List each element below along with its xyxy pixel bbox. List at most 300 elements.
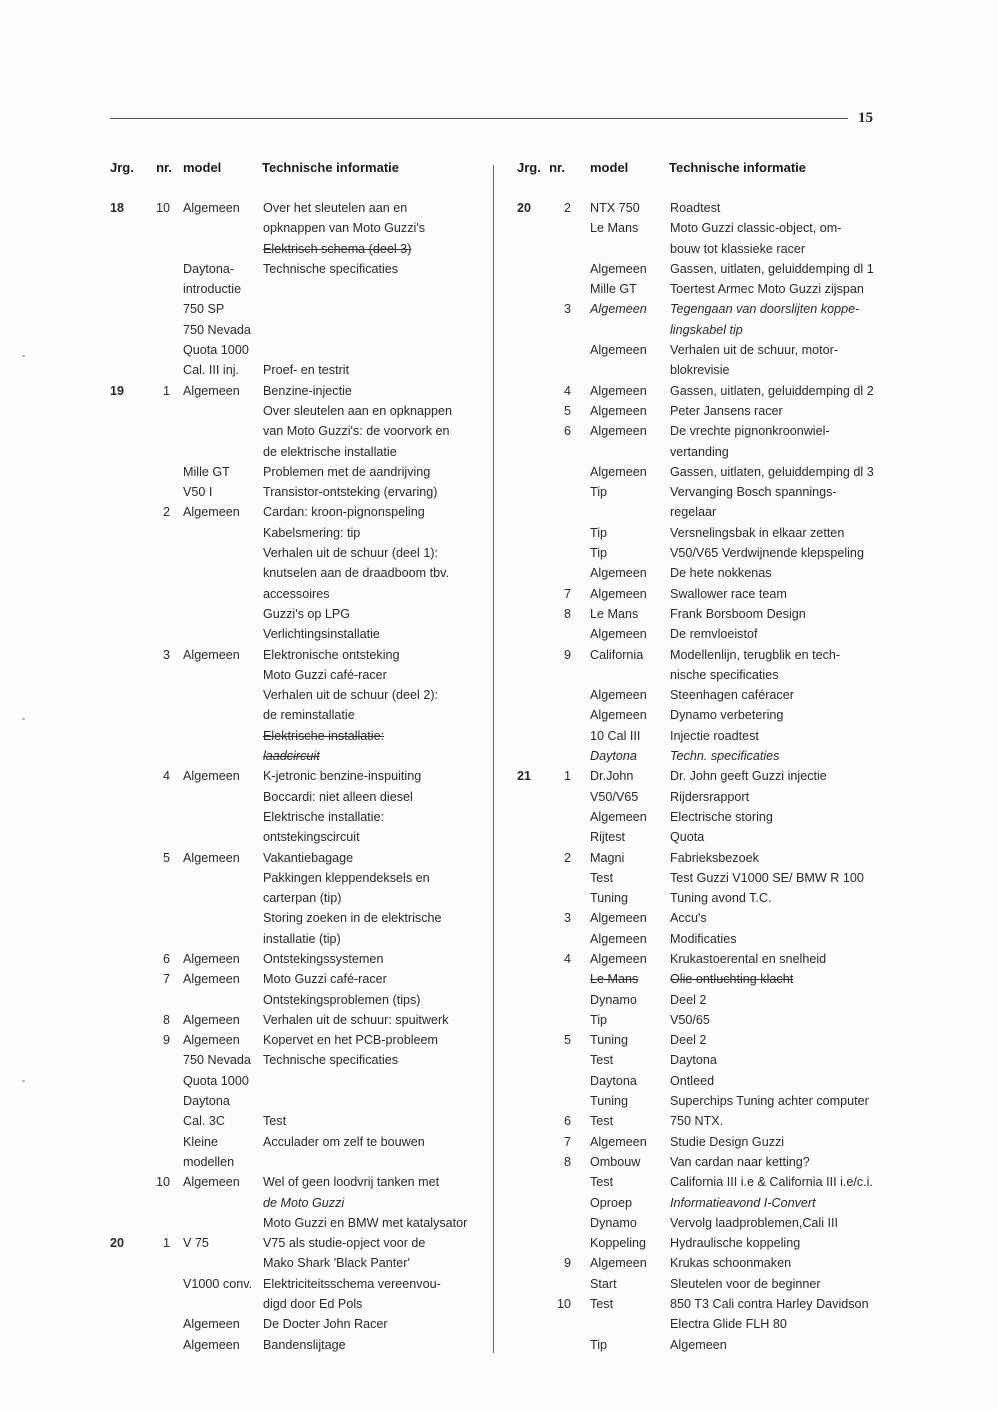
table-row — [517, 1132, 889, 1152]
header-jrg: Jrg. — [110, 160, 134, 175]
info-cell: Dr. John geeft Guzzi injectie — [670, 769, 827, 784]
info-cell: Technische specificaties — [263, 261, 399, 276]
table-row — [110, 969, 490, 989]
model-cell: Dynamo — [590, 1215, 637, 1230]
table-row — [110, 1172, 490, 1192]
header-rule — [110, 118, 848, 119]
model-cell: modellen — [183, 1154, 235, 1169]
info-cell: Algemeen — [670, 1337, 727, 1352]
table-row — [110, 908, 490, 928]
table-row — [517, 908, 889, 928]
info-cell: digd door Ed Pols — [263, 1297, 363, 1312]
info-cell: Ontstekingsproblemen (tips) — [263, 992, 421, 1007]
table-row — [517, 705, 889, 725]
table-row — [517, 259, 889, 279]
model-cell: Tip — [590, 1012, 608, 1027]
left-table-body — [110, 198, 490, 1355]
header-model: model — [183, 160, 222, 175]
info-cell: Elektrische installatie: — [263, 728, 385, 743]
model-cell: Algemeen — [590, 627, 647, 642]
info-cell: Mako Shark 'Black Panter' — [263, 1256, 410, 1271]
model-cell: NTX 750 — [590, 201, 640, 215]
model-cell: 10 Cal III — [590, 728, 641, 743]
table-row — [517, 198, 889, 218]
header-info: Technische informatie — [669, 160, 807, 175]
info-cell: Van cardan naar ketting? — [670, 1154, 810, 1169]
table-row — [517, 787, 889, 807]
info-cell: 750 NTX. — [670, 1114, 724, 1129]
table-row — [517, 604, 889, 624]
table-row — [517, 1071, 889, 1091]
table-row — [110, 421, 490, 441]
model-cell: 750 Nevada — [183, 1053, 251, 1068]
model-cell: 750 Nevada — [183, 322, 251, 337]
table-row — [110, 868, 490, 888]
model-cell: introductie — [183, 282, 242, 297]
model-cell: Algemeen — [590, 464, 647, 479]
info-cell: Injectie roadtest — [670, 728, 759, 743]
model-cell: V1000 conv. — [183, 1276, 253, 1291]
table-row — [517, 320, 889, 340]
info-cell: Cardan: kroon-pignonspeling — [263, 505, 425, 520]
model-cell: Le Mans — [590, 221, 639, 236]
info-cell: blokrevisie — [670, 363, 730, 378]
model-cell: Algemeen — [590, 931, 647, 946]
table-row — [517, 827, 889, 847]
table-row — [110, 1294, 490, 1314]
model-cell: Algemeen — [183, 383, 240, 398]
info-cell: laadcircuit — [263, 749, 320, 764]
page-number: 15 — [858, 110, 873, 126]
table-row — [517, 1172, 889, 1192]
info-cell: opknappen van Moto Guzzi's — [263, 221, 426, 236]
table-row — [110, 523, 490, 543]
table-row — [110, 259, 490, 279]
info-cell: Problemen met de aandrijving — [263, 464, 431, 479]
table-row — [517, 239, 889, 259]
info-cell: Roadtest — [670, 201, 721, 215]
model-cell: Algemeen — [590, 809, 647, 824]
model-cell: Tip — [590, 1337, 608, 1352]
info-cell: Technische specificaties — [263, 1053, 399, 1068]
table-row — [517, 1253, 889, 1273]
table-row — [517, 990, 889, 1010]
info-cell: K-jetronic benzine-inspuiting — [263, 769, 422, 784]
issue-number-cell: 4 — [162, 769, 170, 784]
issue-number-cell: 8 — [563, 1154, 571, 1169]
info-cell: Quota — [670, 830, 705, 845]
info-cell: Moto Guzzi classic-object, om- — [670, 221, 842, 236]
table-row — [517, 279, 889, 299]
table-row — [517, 1111, 889, 1131]
model-cell: Algemeen — [590, 911, 647, 926]
info-cell: Verhalen uit de schuur (deel 1): — [263, 546, 439, 561]
model-cell: Tuning — [590, 891, 629, 906]
model-cell: Algemeen — [183, 850, 240, 865]
model-cell: Start — [590, 1276, 617, 1291]
info-cell: de elektrische installatie — [263, 444, 397, 459]
info-cell: Daytona — [670, 1053, 717, 1068]
header-model: model — [590, 160, 629, 175]
table-row — [517, 1193, 889, 1213]
model-cell: Algemeen — [590, 566, 647, 581]
table-row — [517, 442, 889, 462]
model-cell: Rijtest — [590, 830, 625, 845]
info-cell: Boccardi: niet alleen diesel — [263, 789, 413, 804]
table-row — [517, 1010, 889, 1030]
table-row — [110, 1091, 490, 1111]
table-row — [517, 888, 889, 908]
table-row — [110, 239, 490, 259]
table-row — [517, 1030, 889, 1050]
table-row — [517, 340, 889, 360]
model-cell: Quota 1000 — [183, 1073, 249, 1088]
table-row — [110, 746, 490, 766]
table-row — [110, 645, 490, 665]
table-row — [110, 848, 490, 868]
model-cell: Ombouw — [590, 1154, 641, 1169]
table-row — [110, 1233, 490, 1253]
info-cell: De remvloeistof — [670, 627, 758, 642]
table-row — [110, 442, 490, 462]
table-row — [110, 1132, 490, 1152]
table-row — [517, 868, 889, 888]
info-cell: Krukastoerental en snelheid — [670, 951, 827, 966]
model-cell: Daytona — [183, 1094, 230, 1109]
issue-number-cell: 8 — [563, 606, 571, 621]
model-cell: Algemeen — [183, 972, 240, 987]
info-cell: Guzzi's op LPG — [263, 606, 351, 621]
table-row — [517, 726, 889, 746]
model-cell: Algemeen — [183, 951, 240, 966]
header-nr: nr. — [549, 160, 565, 175]
issue-number-cell: 7 — [563, 586, 571, 601]
info-cell: Wel of geen loodvrij tanken met — [263, 1175, 440, 1190]
table-row — [110, 1050, 490, 1070]
issue-number-cell: 7 — [162, 972, 170, 987]
info-cell: Kabelsmering: tip — [263, 525, 361, 540]
model-cell: Algemeen — [183, 1175, 240, 1190]
info-cell: Test — [263, 1114, 287, 1129]
info-cell: Frank Borsboom Design — [670, 606, 806, 621]
info-cell: installatie (tip) — [263, 931, 341, 946]
issue-number-cell: 5 — [162, 850, 170, 865]
info-cell: Fabrieksbezoek — [670, 850, 759, 865]
model-cell: Algemeen — [590, 343, 647, 358]
table-row — [110, 787, 490, 807]
model-cell: Algemeen — [183, 1012, 240, 1027]
info-cell: Over sleutelen aan en opknappen — [263, 403, 453, 418]
model-cell: Algemeen — [590, 261, 647, 276]
table-row — [110, 502, 490, 522]
issue-number-cell: 1 — [162, 1236, 170, 1251]
table-row — [110, 299, 490, 319]
scan-mark — [22, 1080, 25, 1082]
info-cell: Tuning avond T.C. — [670, 891, 772, 906]
info-cell: Verhalen uit de schuur (deel 2): — [263, 688, 439, 703]
model-cell: Tuning — [590, 1033, 629, 1048]
issue-number-cell: 3 — [563, 911, 571, 926]
model-cell: Koppeling — [590, 1236, 647, 1251]
info-cell: Superchips Tuning achter computer — [670, 1094, 869, 1109]
table-row — [517, 746, 889, 766]
model-cell: Algemeen — [183, 1317, 240, 1332]
info-cell: V50/V65 Verdwijnende klepspeling — [670, 546, 864, 561]
table-row — [517, 1091, 889, 1111]
model-cell: Kleine — [183, 1134, 219, 1149]
model-cell: V50/V65 — [590, 789, 639, 804]
info-cell: Pakkingen kleppendeksels en — [263, 870, 430, 885]
info-cell: accessoires — [263, 586, 330, 601]
info-cell: Moto Guzzi en BMW met katalysator — [263, 1215, 468, 1230]
model-cell: Test — [590, 1297, 614, 1312]
table-row — [517, 523, 889, 543]
table-row — [110, 1253, 490, 1273]
table-row — [110, 1111, 490, 1131]
info-cell: Techn. specificaties — [670, 749, 780, 764]
info-cell: Moto Guzzi café-racer — [263, 972, 387, 987]
model-cell: Daytona- — [183, 261, 235, 276]
table-row — [110, 218, 490, 238]
table-row — [110, 726, 490, 746]
info-cell: Over het sleutelen aan en — [263, 201, 408, 215]
table-row — [517, 1314, 889, 1334]
table-row — [517, 685, 889, 705]
info-cell: Accu's — [670, 911, 707, 926]
info-cell: Toertest Armec Moto Guzzi zijspan — [670, 282, 864, 297]
info-cell: Vervanging Bosch spannings- — [670, 485, 837, 500]
model-cell: Dr.John — [590, 769, 634, 784]
info-cell: Verhalen uit de schuur, motor- — [670, 343, 839, 358]
table-row — [110, 807, 490, 827]
issue-number-cell: 1 — [563, 769, 571, 784]
info-cell: Ontleed — [670, 1073, 715, 1088]
table-row — [517, 360, 889, 380]
model-cell: Le Mans — [590, 606, 639, 621]
table-row — [110, 1193, 490, 1213]
model-cell: Magni — [590, 850, 625, 865]
table-row — [110, 198, 490, 218]
table-row — [517, 1152, 889, 1172]
table-row — [517, 1233, 889, 1253]
info-cell: Deel 2 — [670, 992, 707, 1007]
info-cell: V50/65 — [670, 1012, 710, 1027]
model-cell: Tip — [590, 546, 608, 561]
info-cell: Verlichtingsinstallatie — [263, 627, 380, 642]
model-cell: Test — [590, 1175, 614, 1190]
table-row — [517, 929, 889, 949]
info-cell: Steenhagen caféracer — [670, 688, 794, 703]
model-cell: Test — [590, 1114, 614, 1129]
column-divider — [493, 165, 494, 1353]
issue-number-cell: 8 — [162, 1012, 170, 1027]
table-row — [517, 1213, 889, 1233]
info-cell: Acculader om zelf te bouwen — [263, 1134, 425, 1149]
issue-number-cell: 5 — [563, 403, 571, 418]
info-cell: carterpan (tip) — [263, 891, 342, 906]
model-cell: Algemeen — [183, 647, 240, 662]
table-row — [110, 584, 490, 604]
header-info: Technische informatie — [262, 160, 400, 175]
model-cell: Mille GT — [590, 282, 637, 297]
model-cell: Algemeen — [590, 586, 647, 601]
issue-number-cell: 10 — [155, 201, 170, 215]
table-row — [517, 401, 889, 421]
info-cell: Rijdersrapport — [670, 789, 750, 804]
scan-mark — [22, 355, 25, 357]
model-cell: Algemeen — [183, 769, 240, 784]
issue-number-cell: 6 — [563, 1114, 571, 1129]
table-row — [517, 665, 889, 685]
info-cell: de reminstallatie — [263, 708, 355, 723]
table-row — [110, 462, 490, 482]
table-row — [110, 1274, 490, 1294]
info-cell: Moto Guzzi café-racer — [263, 667, 387, 682]
info-cell: Gassen, uitlaten, geluiddemping dl 2 — [670, 383, 874, 398]
model-cell: California — [590, 647, 644, 662]
table-row — [110, 665, 490, 685]
info-cell: vertanding — [670, 444, 729, 459]
table-row — [110, 1314, 490, 1334]
model-cell: Tip — [590, 525, 608, 540]
table-row — [110, 604, 490, 624]
table-row — [517, 969, 889, 989]
info-cell: Elektrische installatie: — [263, 809, 385, 824]
info-cell: Modellenlijn, terugblik en tech- — [670, 647, 841, 662]
table-row — [517, 848, 889, 868]
table-row — [517, 1050, 889, 1070]
scan-mark — [22, 718, 25, 720]
info-cell: Modificaties — [670, 931, 737, 946]
info-cell: Studie Design Guzzi — [670, 1134, 785, 1149]
info-cell: Proef- en testrit — [263, 363, 350, 378]
info-cell: de Moto Guzzi — [263, 1195, 345, 1210]
model-cell: Algemeen — [183, 201, 240, 215]
info-cell: Gassen, uitlaten, geluiddemping dl 1 — [670, 261, 874, 276]
model-cell: Algemeen — [590, 383, 647, 398]
left-header-row — [110, 160, 490, 198]
issue-number-cell: 1 — [162, 383, 170, 398]
info-cell: Dynamo verbetering — [670, 708, 784, 723]
info-cell: 850 T3 Cali contra Harley Davidson — [670, 1297, 869, 1312]
issue-number-cell: 5 — [563, 1033, 571, 1048]
table-row — [517, 299, 889, 319]
info-cell: lingskabel tip — [670, 322, 743, 337]
table-row — [517, 502, 889, 522]
table-row — [517, 1294, 889, 1314]
table-row — [517, 543, 889, 563]
issue-number-cell: 9 — [563, 647, 571, 662]
model-cell: V 75 — [183, 1236, 209, 1251]
model-cell: Oproep — [590, 1195, 633, 1210]
model-cell: Cal. III inj. — [183, 363, 239, 378]
year-cell: 19 — [110, 383, 125, 398]
model-cell: Algemeen — [590, 688, 647, 703]
info-cell: ontstekingscircuit — [263, 830, 360, 845]
model-cell: Algemeen — [183, 505, 240, 520]
model-cell: Algemeen — [183, 1033, 240, 1048]
issue-number-cell: 9 — [162, 1033, 170, 1048]
issue-number-cell: 2 — [563, 850, 571, 865]
model-cell: Algemeen — [183, 1337, 240, 1352]
issue-number-cell: 6 — [162, 951, 170, 966]
info-cell: Electra Glide FLH 80 — [670, 1317, 787, 1332]
info-cell: Krukas schoonmaken — [670, 1256, 792, 1271]
issue-number-cell: 2 — [563, 201, 571, 215]
model-cell: Algemeen — [590, 951, 647, 966]
info-cell: Elektrisch schema (deel 3) — [263, 241, 412, 256]
table-row — [517, 421, 889, 441]
info-cell: bouw tot klassieke racer — [670, 241, 806, 256]
table-row — [110, 1030, 490, 1050]
info-cell: De vrechte pignonkroonwiel- — [670, 424, 830, 439]
info-cell: Olie ontluchting klacht — [670, 972, 794, 987]
table-row — [517, 563, 889, 583]
model-cell: 750 SP — [183, 302, 225, 317]
model-cell: Dynamo — [590, 992, 637, 1007]
table-row — [110, 990, 490, 1010]
table-row — [517, 462, 889, 482]
table-row — [517, 624, 889, 644]
table-row — [110, 360, 490, 380]
table-row — [517, 584, 889, 604]
model-cell: Daytona — [590, 1073, 637, 1088]
right-column — [517, 160, 889, 1355]
model-cell: Cal. 3C — [183, 1114, 225, 1129]
right-header-row — [517, 160, 889, 198]
table-row — [110, 1213, 490, 1233]
table-row — [110, 766, 490, 786]
header-nr: nr. — [156, 160, 172, 175]
table-row — [110, 685, 490, 705]
info-cell: Transistor-ontsteking (ervaring) — [263, 485, 438, 500]
info-cell: Informatieavond I-Convert — [670, 1195, 816, 1210]
info-cell: Hydraulische koppeling — [670, 1236, 801, 1251]
info-cell: Ontstekingssystemen — [263, 951, 384, 966]
table-row — [110, 320, 490, 340]
issue-number-cell: 3 — [563, 302, 571, 317]
model-cell: Test — [590, 870, 614, 885]
info-cell: Test Guzzi V1000 SE/ BMW R 100 — [670, 870, 864, 885]
table-row — [110, 279, 490, 299]
table-row — [517, 766, 889, 786]
table-row — [110, 949, 490, 969]
table-row — [110, 1071, 490, 1091]
info-cell: De hete nokkenas — [670, 566, 772, 581]
table-row — [110, 1335, 490, 1355]
issue-number-cell: 3 — [162, 647, 170, 662]
year-cell: 21 — [517, 769, 532, 784]
table-row — [110, 827, 490, 847]
info-cell: Tegengaan van doorslijten koppe- — [670, 302, 860, 317]
table-row — [517, 645, 889, 665]
table-row — [110, 1152, 490, 1172]
year-cell: 20 — [517, 201, 532, 215]
table-row — [110, 705, 490, 725]
issue-number-cell: 7 — [563, 1134, 571, 1149]
model-cell: Quota 1000 — [183, 343, 249, 358]
table-row — [517, 218, 889, 238]
right-table-body — [517, 198, 889, 1355]
model-cell: Tip — [590, 485, 608, 500]
issue-number-cell: 10 — [155, 1175, 170, 1190]
info-cell: Elektronische ontsteking — [263, 647, 400, 662]
table-row — [110, 401, 490, 421]
table-row — [110, 1010, 490, 1030]
info-cell: Bandenslijtage — [263, 1337, 346, 1352]
info-cell: Verhalen uit de schuur: spuitwerk — [263, 1012, 449, 1027]
info-cell: van Moto Guzzi's: de voorvork en — [263, 424, 450, 439]
